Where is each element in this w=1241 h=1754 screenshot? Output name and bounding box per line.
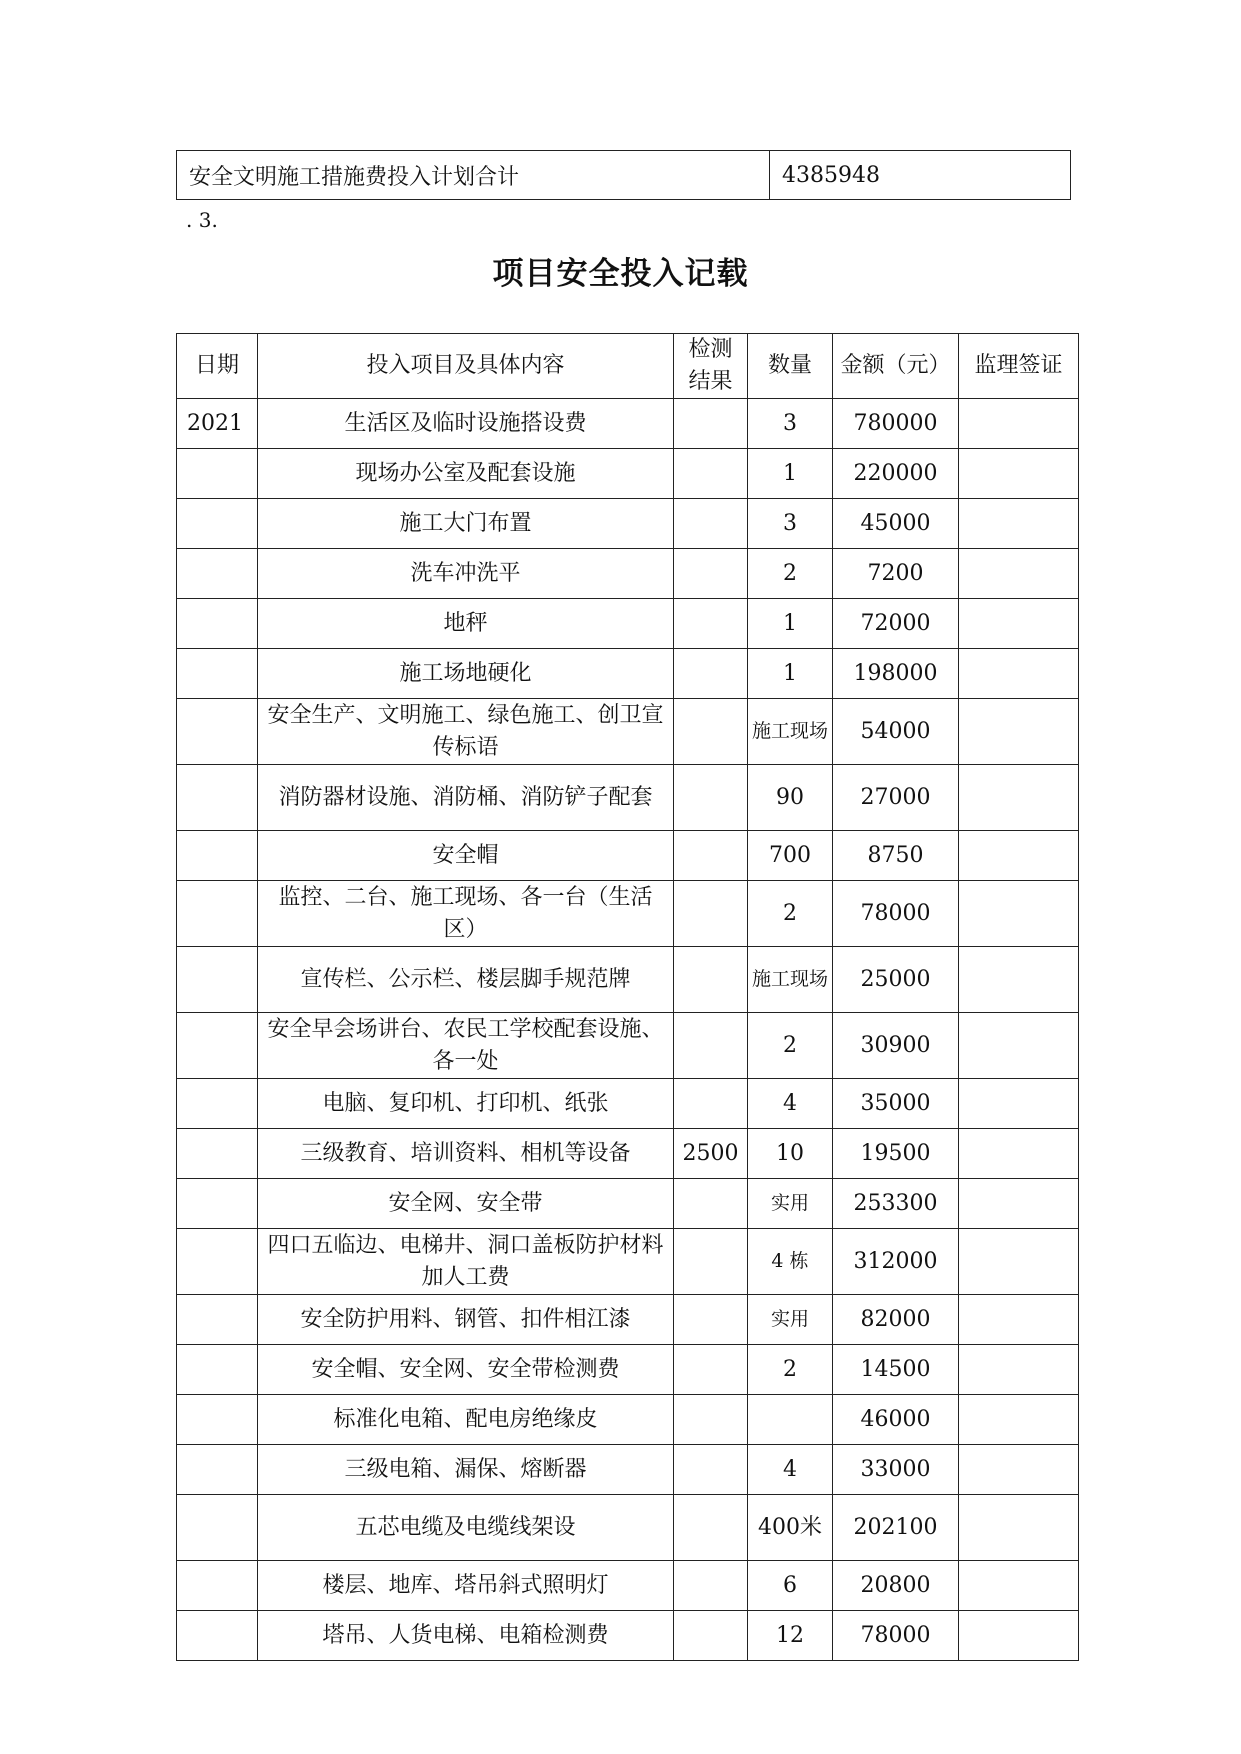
cell-sign	[959, 1345, 1079, 1395]
cell-item: 施工大门布置	[258, 499, 674, 549]
cell-amount: 20800	[833, 1561, 959, 1611]
table-row	[177, 1611, 1079, 1661]
col-header-sign: 监理签证	[959, 334, 1079, 399]
cell-amount: 33000	[833, 1445, 959, 1495]
cell-item: 楼层、地库、塔吊斜式照明灯	[258, 1561, 674, 1611]
cell-sign	[959, 399, 1079, 449]
cell-item: 五芯电缆及电缆线架设	[258, 1495, 674, 1561]
table-row	[177, 1345, 1079, 1395]
cell-date	[177, 649, 258, 699]
cell-amount: 780000	[833, 399, 959, 449]
cell-item: 宣传栏、公示栏、楼层脚手规范牌	[258, 947, 674, 1013]
cell-qty: 700	[748, 831, 833, 881]
cell-test	[674, 1345, 748, 1395]
table-row	[177, 1179, 1079, 1229]
col-header-test-line1: 检测	[688, 337, 733, 362]
cell-test	[674, 699, 748, 765]
cell-amount: 220000	[833, 449, 959, 499]
cell-item: 四口五临边、电梯井、洞口盖板防护材料加人工费	[258, 1229, 674, 1295]
cell-date	[177, 765, 258, 831]
cell-qty: 实用	[748, 1179, 833, 1229]
cell-test	[674, 599, 748, 649]
cell-amount: 46000	[833, 1395, 959, 1445]
page-title: 项目安全投入记载	[492, 256, 749, 292]
cell-item: 施工场地硬化	[258, 649, 674, 699]
cell-sign	[959, 699, 1079, 765]
cell-date	[177, 1229, 258, 1295]
table-row	[177, 599, 1079, 649]
section-number: . 3.	[186, 208, 218, 232]
cell-amount: 7200	[833, 549, 959, 599]
cell-amount: 78000	[833, 881, 959, 947]
cell-qty: 1	[748, 599, 833, 649]
cell-date	[177, 1013, 258, 1079]
cell-amount: 253300	[833, 1179, 959, 1229]
cell-date: 2021	[177, 399, 258, 449]
cell-test: 2500	[674, 1129, 748, 1179]
table-row	[177, 399, 1079, 449]
table-row	[177, 1229, 1079, 1295]
cell-item: 洗车冲洗平	[258, 549, 674, 599]
cell-test	[674, 1495, 748, 1561]
cell-qty: 2	[748, 549, 833, 599]
col-header-test-line2: 结果	[688, 369, 733, 394]
cell-item: 三级教育、培训资料、相机等设备	[258, 1129, 674, 1179]
col-header-amount: 金额（元）	[833, 334, 959, 399]
cell-sign	[959, 1079, 1079, 1129]
cell-qty: 实用	[748, 1295, 833, 1345]
table-row	[177, 549, 1079, 599]
cell-amount: 25000	[833, 947, 959, 1013]
cell-sign	[959, 1229, 1079, 1295]
cell-item: 三级电箱、漏保、熔断器	[258, 1445, 674, 1495]
cell-qty: 10	[748, 1129, 833, 1179]
cell-date	[177, 1611, 258, 1661]
cell-amount: 27000	[833, 765, 959, 831]
cell-sign	[959, 649, 1079, 699]
cell-amount: 35000	[833, 1079, 959, 1129]
cell-date	[177, 1129, 258, 1179]
cell-test	[674, 765, 748, 831]
cell-amount: 198000	[833, 649, 959, 699]
cell-qty: 4	[748, 1445, 833, 1495]
cell-amount: 202100	[833, 1495, 959, 1561]
cell-amount: 54000	[833, 699, 959, 765]
cell-amount: 19500	[833, 1129, 959, 1179]
table-row	[177, 765, 1079, 831]
cell-qty: 3	[748, 499, 833, 549]
cell-item: 安全早会场讲台、农民工学校配套设施、各一处	[258, 1013, 674, 1079]
summary-row	[177, 151, 1071, 200]
cell-amount: 312000	[833, 1229, 959, 1295]
cell-test	[674, 399, 748, 449]
table-row	[177, 881, 1079, 947]
cell-amount: 45000	[833, 499, 959, 549]
table-row	[177, 499, 1079, 549]
cell-date	[177, 881, 258, 947]
table-row	[177, 1079, 1079, 1129]
cell-test	[674, 649, 748, 699]
table-row	[177, 699, 1079, 765]
table-row	[177, 1445, 1079, 1495]
cell-sign	[959, 947, 1079, 1013]
cell-test	[674, 549, 748, 599]
summary-value: 4385948	[770, 151, 1071, 200]
cell-test	[674, 499, 748, 549]
cell-amount: 72000	[833, 599, 959, 649]
cell-qty: 90	[748, 765, 833, 831]
cell-amount: 30900	[833, 1013, 959, 1079]
cell-qty: 3	[748, 399, 833, 449]
col-header-qty: 数量	[748, 334, 833, 399]
cell-sign	[959, 881, 1079, 947]
table-row	[177, 1013, 1079, 1079]
cell-test	[674, 1013, 748, 1079]
cell-sign	[959, 449, 1079, 499]
cell-test	[674, 947, 748, 1013]
cell-sign	[959, 765, 1079, 831]
cell-date	[177, 699, 258, 765]
cell-test	[674, 1295, 748, 1345]
cell-qty: 2	[748, 1345, 833, 1395]
cell-item: 安全网、安全带	[258, 1179, 674, 1229]
cell-date	[177, 947, 258, 1013]
col-header-test	[674, 334, 748, 399]
col-header-item: 投入项目及具体内容	[258, 334, 674, 399]
cell-sign	[959, 1561, 1079, 1611]
cell-date	[177, 1495, 258, 1561]
cell-date	[177, 1445, 258, 1495]
cell-date	[177, 1295, 258, 1345]
cell-sign	[959, 1129, 1079, 1179]
cell-test	[674, 449, 748, 499]
cell-item: 监控、二台、施工现场、各一台（生活区）	[258, 881, 674, 947]
cell-date	[177, 449, 258, 499]
cell-sign	[959, 499, 1079, 549]
cell-item: 安全帽	[258, 831, 674, 881]
cell-test	[674, 831, 748, 881]
cell-date	[177, 1561, 258, 1611]
table-row	[177, 947, 1079, 1013]
cell-sign	[959, 1495, 1079, 1561]
cell-qty	[748, 1395, 833, 1445]
cell-date	[177, 1395, 258, 1445]
cell-test	[674, 1229, 748, 1295]
cell-test	[674, 1611, 748, 1661]
cell-qty: 4	[748, 1079, 833, 1129]
safety-investment-table	[176, 333, 1079, 1661]
cell-date	[177, 1345, 258, 1395]
cell-date	[177, 1079, 258, 1129]
cell-test	[674, 1445, 748, 1495]
cell-amount: 78000	[833, 1611, 959, 1661]
cell-sign	[959, 1611, 1079, 1661]
cell-test	[674, 1395, 748, 1445]
cell-qty: 2	[748, 1013, 833, 1079]
table-row	[177, 831, 1079, 881]
cell-test	[674, 1561, 748, 1611]
cell-sign	[959, 1179, 1079, 1229]
cell-qty: 1	[748, 449, 833, 499]
cell-sign	[959, 831, 1079, 881]
cell-qty: 施工现场	[748, 947, 833, 1013]
cell-qty: 4 栋	[748, 1229, 833, 1295]
cell-qty: 2	[748, 881, 833, 947]
cell-date	[177, 1179, 258, 1229]
cell-amount: 8750	[833, 831, 959, 881]
cell-sign	[959, 1395, 1079, 1445]
cell-item: 地秤	[258, 599, 674, 649]
cell-sign	[959, 549, 1079, 599]
cell-item: 安全生产、文明施工、绿色施工、创卫宣传标语	[258, 699, 674, 765]
cell-item: 现场办公室及配套设施	[258, 449, 674, 499]
cell-amount: 14500	[833, 1345, 959, 1395]
table-body	[177, 399, 1079, 1661]
cell-qty: 400米	[748, 1495, 833, 1561]
summary-label: 安全文明施工措施费投入计划合计	[177, 151, 770, 200]
cell-item: 消防器材设施、消防桶、消防铲子配套	[258, 765, 674, 831]
cell-qty: 6	[748, 1561, 833, 1611]
cell-date	[177, 549, 258, 599]
cell-item: 安全帽、安全网、安全带检测费	[258, 1345, 674, 1395]
cell-test	[674, 881, 748, 947]
cell-item: 生活区及临时设施搭设费	[258, 399, 674, 449]
cell-date	[177, 599, 258, 649]
col-header-date: 日期	[177, 334, 258, 399]
header-row	[177, 334, 1079, 399]
cell-sign	[959, 1013, 1079, 1079]
table-row	[177, 1395, 1079, 1445]
cell-sign	[959, 1295, 1079, 1345]
table-row	[177, 449, 1079, 499]
cell-test	[674, 1079, 748, 1129]
cell-amount: 82000	[833, 1295, 959, 1345]
cell-date	[177, 499, 258, 549]
cell-item: 标准化电箱、配电房绝缘皮	[258, 1395, 674, 1445]
table-row	[177, 1295, 1079, 1345]
cell-qty: 12	[748, 1611, 833, 1661]
table-row	[177, 649, 1079, 699]
cell-item: 电脑、复印机、打印机、纸张	[258, 1079, 674, 1129]
table-row	[177, 1129, 1079, 1179]
table-row	[177, 1561, 1079, 1611]
cell-item: 塔吊、人货电梯、电箱检测费	[258, 1611, 674, 1661]
table-row	[177, 1495, 1079, 1561]
summary-table	[176, 150, 1071, 200]
cell-sign	[959, 599, 1079, 649]
cell-qty: 施工现场	[748, 699, 833, 765]
cell-qty: 1	[748, 649, 833, 699]
cell-test	[674, 1179, 748, 1229]
cell-item: 安全防护用料、钢管、扣件相江漆	[258, 1295, 674, 1345]
cell-sign	[959, 1445, 1079, 1495]
cell-date	[177, 831, 258, 881]
